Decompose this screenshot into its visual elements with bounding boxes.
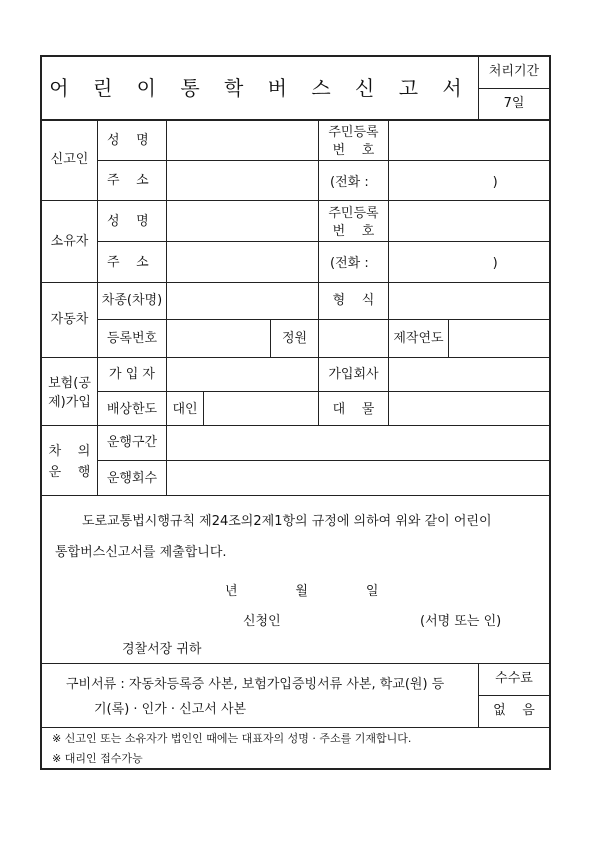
reporter-name-label: 성 명 bbox=[107, 133, 149, 148]
section-owner: 소유자 bbox=[50, 234, 89, 249]
vehicle-year-field[interactable] bbox=[449, 320, 549, 357]
coverage-property-field[interactable] bbox=[389, 392, 549, 425]
section-insurance-line-2: 제)가입 bbox=[48, 395, 91, 410]
route-label: 운행구간 bbox=[106, 435, 158, 450]
vehicle-capacity-field[interactable] bbox=[319, 320, 388, 357]
note-proxy: ※ 대리인 접수가능 bbox=[52, 752, 143, 765]
reporter-phone-label: (전화 : ) bbox=[330, 175, 498, 190]
owner-name-field[interactable] bbox=[167, 201, 318, 241]
fee-value: 없 음 bbox=[493, 703, 535, 718]
owner-phone-label: (전화 : ) bbox=[330, 256, 498, 271]
section-vehicle: 자동차 bbox=[50, 312, 89, 327]
owner-address-label: 주 소 bbox=[107, 255, 149, 270]
coverage-property-label: 대 물 bbox=[332, 402, 375, 417]
statement-line-1: 도로교통법시행규칙 제24조의2제1항의 규정에 의하여 위와 같이 어린이 bbox=[82, 514, 492, 529]
vehicle-year-label: 제작연도 bbox=[393, 331, 444, 346]
required-documents-line-1: 구비서류 : 자동차등록증 사본, 보험가입증빙서류 사본, 학교(원) 등 bbox=[66, 677, 445, 692]
coverage-person-label: 대인 bbox=[172, 402, 198, 417]
insurance-company-label: 가입회사 bbox=[328, 367, 379, 382]
owner-rrn-field[interactable] bbox=[389, 201, 549, 241]
vehicle-type-field[interactable] bbox=[389, 283, 549, 319]
reporter-name-field[interactable] bbox=[167, 121, 318, 160]
vehicle-model-field[interactable] bbox=[167, 283, 318, 319]
owner-rrn-label-2: 번 호 bbox=[332, 224, 375, 239]
vehicle-capacity-label: 정원 bbox=[281, 331, 308, 346]
processing-period-label: 처리기간 bbox=[488, 64, 540, 79]
coverage-limit-label: 배상한도 bbox=[106, 402, 158, 417]
signature-label: (서명 또는 인) bbox=[420, 614, 502, 629]
applicant-label: 신청인 bbox=[243, 614, 281, 629]
required-documents-line-2: 기(록) · 인가 · 신고서 사본 bbox=[94, 702, 247, 717]
section-insurance-line-1: 보험(공 bbox=[48, 376, 91, 391]
vehicle-reg-no-label: 등록번호 bbox=[106, 331, 158, 346]
trip-count-field[interactable] bbox=[167, 461, 549, 495]
submission-date: 년 월 일 bbox=[225, 584, 379, 599]
processing-period-value: 7일 bbox=[503, 96, 525, 111]
section-operation-line-1: 차 의 bbox=[48, 444, 91, 459]
vehicle-reg-no-field[interactable] bbox=[167, 320, 270, 357]
vehicle-type-label: 형 식 bbox=[332, 293, 375, 308]
reporter-rrn-field[interactable] bbox=[389, 121, 549, 160]
section-operation-line-2: 운 행 bbox=[48, 465, 91, 480]
recipient: 경찰서장 귀하 bbox=[122, 642, 202, 657]
route-field[interactable] bbox=[167, 426, 549, 460]
form-title: 어 린 이 통 학 버 스 신 고 서 bbox=[49, 76, 471, 100]
note-corporation: ※ 신고인 또는 소유자가 법인인 때에는 대표자의 성명 · 주소를 기재합니다. bbox=[52, 732, 412, 745]
statement-line-2: 통합버스신고서를 제출합니다. bbox=[55, 545, 227, 560]
owner-address-field[interactable] bbox=[167, 242, 327, 282]
reporter-rrn-label-1: 주민등록 bbox=[328, 125, 379, 140]
coverage-person-field[interactable] bbox=[204, 392, 318, 425]
trip-count-label: 운행회수 bbox=[106, 471, 158, 486]
owner-rrn-label-1: 주민등록 bbox=[328, 206, 379, 221]
applicant-signature-field[interactable] bbox=[290, 608, 410, 634]
owner-name-label: 성 명 bbox=[107, 214, 149, 229]
section-reporter: 신고인 bbox=[50, 152, 89, 167]
insured-field[interactable] bbox=[167, 358, 318, 391]
fee-label: 수수료 bbox=[495, 671, 533, 686]
reporter-address-field[interactable] bbox=[167, 161, 327, 200]
insured-label: 가 입 자 bbox=[109, 367, 155, 382]
reporter-address-label: 주 소 bbox=[107, 173, 149, 188]
insurance-company-field[interactable] bbox=[389, 358, 549, 391]
vehicle-model-label: 차종(차명) bbox=[101, 293, 163, 308]
reporter-rrn-label-2: 번 호 bbox=[332, 143, 375, 158]
